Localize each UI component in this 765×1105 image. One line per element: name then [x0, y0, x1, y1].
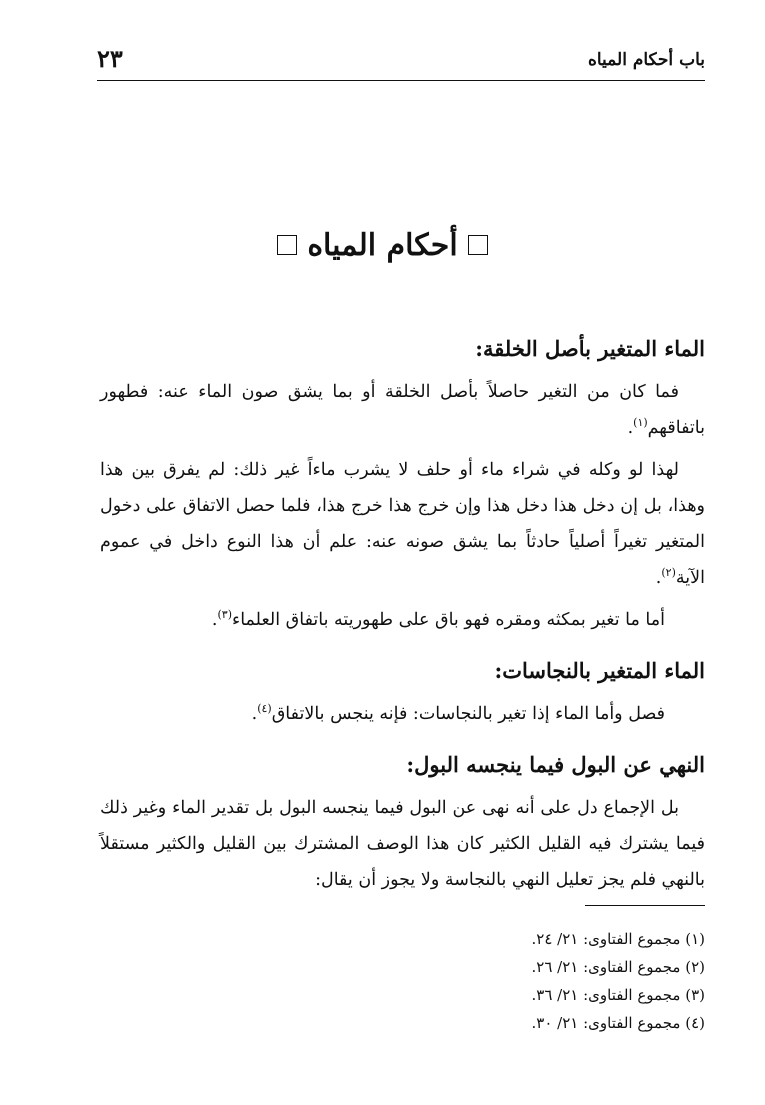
footnote-marker: (٢): [661, 566, 676, 580]
footnote-marker: (١): [633, 416, 648, 430]
paragraph: [100, 602, 705, 638]
paragraph: [100, 696, 705, 732]
footnote: (١) مجموع الفتاوى: ٢١/ ٢٤.: [531, 930, 705, 948]
section-heading: الماء المتغير بأصل الخلقة:: [475, 336, 705, 361]
footnote-marker: (٤): [257, 702, 272, 716]
paragraph: [100, 452, 705, 596]
paragraph-text: لهذا لو وكله في شراء ماء أو حلف لا يشرب ماءاً غير ذلك: لم يفرق بين هذا وهذا، بل إن دخل هذا دخل هذا وإن خرج هذا خرج هذا، فلما حصل الاتفاق على دخول المتغير تغيراً أصلياً حادثاً بما يشق صونه عنه: علم أن هذا النوع داخل في عموم الآية: [100, 460, 705, 588]
section: [100, 652, 705, 732]
paragraph: [100, 374, 705, 446]
paragraph-text: فصل وأما الماء إذا تغير بالنجاسات: فإنه ينجس بالاتفاق: [271, 704, 665, 724]
footnote-marker: (٣): [217, 608, 232, 622]
page-number: ٢٣: [97, 44, 123, 73]
footnote: (٤) مجموع الفتاوى: ٢١/ ٣٠.: [531, 1014, 705, 1032]
footnotes: [100, 925, 705, 1037]
square-ornament-icon: [468, 235, 488, 255]
section: [100, 330, 705, 638]
paragraph-text: أما ما تغير بمكثه ومقره فهو باق على طهوريته باتفاق العلماء: [231, 610, 665, 630]
footnote: (٣) مجموع الفتاوى: ٢١/ ٣٦.: [531, 986, 705, 1004]
footnote: (٢) مجموع الفتاوى: ٢١/ ٢٦.: [531, 958, 705, 976]
body-text: [100, 330, 705, 904]
paragraph: [100, 790, 705, 898]
paragraph-tail: .: [655, 568, 662, 588]
paragraph-text: فما كان من التغير حاصلاً بأصل الخلقة أو بما يشق صون الماء عنه: فطهور باتفاقهم: [100, 382, 705, 438]
chapter-title: باب أحكام المياه: [587, 50, 705, 70]
paragraph-tail: .: [211, 610, 218, 630]
square-ornament-icon: [277, 235, 297, 255]
footnote-divider: [585, 905, 705, 906]
running-header: [97, 40, 705, 81]
section: [100, 746, 705, 898]
main-heading-text: أحكام المياه: [307, 228, 458, 263]
section-heading: الماء المتغير بالنجاسات:: [494, 658, 705, 683]
paragraph-tail: .: [251, 704, 258, 724]
paragraph-tail: .: [627, 418, 634, 438]
section-heading: النهي عن البول فيما ينجسه البول:: [406, 752, 705, 777]
paragraph-text: بل الإجماع دل على أنه نهى عن البول فيما ينجسه البول بل تقدير الماء وغير ذلك فيما يشترك فيه القليل الكثير كان هذا الوصف المشترك بين القليل والكثير مستقلاً بالنهي فلم يجز تعليل النهي بالنجاسة ولا يجوز أن يقال:: [100, 798, 705, 890]
main-heading: [0, 228, 765, 263]
